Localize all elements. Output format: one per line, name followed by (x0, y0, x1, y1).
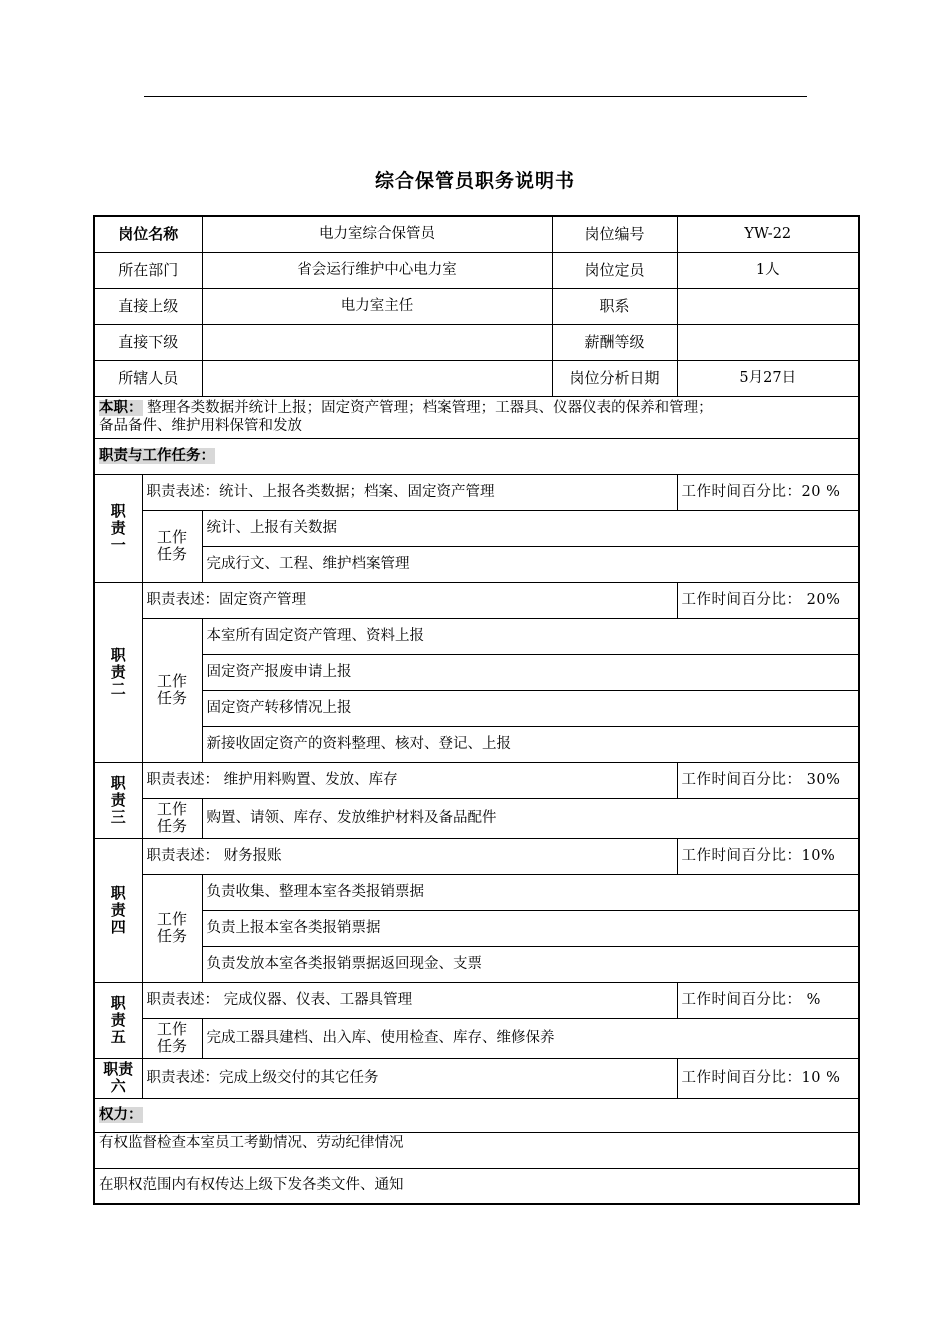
duty-4-desc: 职责表述： 财务报账 (142, 838, 677, 874)
label-subordinate: 直接下级 (94, 324, 202, 360)
duty-2-label: 职 责 二 (94, 582, 142, 762)
duty-2-task-row (94, 618, 859, 654)
duties-header: 职责与工作任务： (99, 447, 215, 464)
duty-2-desc: 职责表述：固定资产管理 (142, 582, 677, 618)
duty-6-pct: 工作时间百分比：10 % (677, 1058, 859, 1098)
value-post-code: YW-22 (677, 216, 859, 252)
info-row-department (94, 252, 859, 288)
benzhi-label: 本职： (99, 400, 143, 416)
label-staff: 所辖人员 (94, 360, 202, 396)
info-row-staff (94, 360, 859, 396)
duty-5-desc: 职责表述： 完成仪器、仪表、工器具管理 (142, 982, 677, 1018)
benzhi-text-2: 备品备件、维护用料保管和发放 (99, 418, 302, 434)
label-salary-grade: 薪酬等级 (552, 324, 677, 360)
value-job-family (677, 288, 859, 324)
duty-5-label: 职 责 五 (94, 982, 142, 1058)
duties-header-cell (94, 438, 859, 474)
duty-1-task-row (94, 546, 859, 582)
duty-4-task-2: 负责上报本室各类报销票据 (202, 910, 859, 946)
duty-3-label: 职 责 三 (94, 762, 142, 838)
duty-2-task-2: 固定资产报废申请上报 (202, 654, 859, 690)
label-post-code: 岗位编号 (552, 216, 677, 252)
duty-2-task-row (94, 690, 859, 726)
power-header-cell (94, 1098, 859, 1132)
header-rule (144, 96, 807, 97)
duty-4-task-1: 负责收集、整理本室各类报销票据 (202, 874, 859, 910)
duty-5-work-label: 工作 任务 (142, 1018, 202, 1058)
label-headcount: 岗位定员 (552, 252, 677, 288)
power-item-2: 在职权范围内有权传达上级下发各类文件、通知 (94, 1168, 859, 1204)
duty-2-task-row (94, 726, 859, 762)
value-staff (202, 360, 552, 396)
info-row-subordinate (94, 324, 859, 360)
duty-3-desc: 职责表述： 维护用料购置、发放、库存 (142, 762, 677, 798)
duty-1-task-2: 完成行文、工程、维护档案管理 (202, 546, 859, 582)
duty-5-desc-row (94, 982, 859, 1018)
duty-5-pct: 工作时间百分比： % (677, 982, 859, 1018)
power-item-row (94, 1168, 859, 1204)
info-row-post-name (94, 216, 859, 252)
duty-6-label: 职责 六 (94, 1058, 142, 1098)
document-title: 综合保管员职务说明书 (374, 170, 575, 192)
value-department: 省会运行维护中心电力室 (202, 252, 552, 288)
duty-2-work-label: 工作 任务 (142, 618, 202, 762)
benzhi-cell (94, 396, 859, 438)
label-job-family: 职系 (552, 288, 677, 324)
duty-2-desc-row (94, 582, 859, 618)
duty-1-desc: 职责表述：统计、上报各类数据；档案、固定资产管理 (142, 474, 677, 510)
value-salary-grade (677, 324, 859, 360)
value-analysis-date: 5月27日 (677, 360, 859, 396)
duty-3-task-row (94, 798, 859, 838)
duties-header-row (94, 438, 859, 474)
duty-3-desc-row (94, 762, 859, 798)
label-department: 所在部门 (94, 252, 202, 288)
duty-6-desc: 职责表述：完成上级交付的其它任务 (142, 1058, 677, 1098)
duty-5-task-row (94, 1018, 859, 1058)
duty-4-work-label: 工作 任务 (142, 874, 202, 982)
duty-1-work-label: 工作 任务 (142, 510, 202, 582)
duty-1-desc-row (94, 474, 859, 510)
duty-4-task-row (94, 874, 859, 910)
duty-2-task-4: 新接收固定资产的资料整理、核对、登记、上报 (202, 726, 859, 762)
duty-2-pct: 工作时间百分比： 20% (677, 582, 859, 618)
duty-4-pct: 工作时间百分比：10% (677, 838, 859, 874)
duty-2-task-3: 固定资产转移情况上报 (202, 690, 859, 726)
benzhi-row (94, 396, 859, 438)
duty-4-task-row (94, 910, 859, 946)
duty-2-task-row (94, 654, 859, 690)
duty-4-task-row (94, 946, 859, 982)
duty-1-task-row (94, 510, 859, 546)
label-superior: 直接上级 (94, 288, 202, 324)
power-label: 权力： (99, 1106, 143, 1123)
value-post-name: 电力室综合保管员 (202, 216, 552, 252)
label-analysis-date: 岗位分析日期 (552, 360, 677, 396)
duty-3-work-label: 工作 任务 (142, 798, 202, 838)
duty-5-task-1: 完成工器具建档、出入库、使用检查、库存、维修保养 (202, 1018, 859, 1058)
job-description-table (93, 215, 860, 1205)
duty-3-pct: 工作时间百分比： 30% (677, 762, 859, 798)
duty-4-task-3: 负责发放本室各类报销票据返回现金、支票 (202, 946, 859, 982)
value-headcount: 1人 (677, 252, 859, 288)
duty-4-label: 职 责 四 (94, 838, 142, 982)
duty-6-desc-row (94, 1058, 859, 1098)
value-superior: 电力室主任 (202, 288, 552, 324)
info-row-superior (94, 288, 859, 324)
label-post-name: 岗位名称 (94, 216, 202, 252)
duty-1-label: 职 责 一 (94, 474, 142, 582)
power-header-row (94, 1098, 859, 1132)
duty-1-pct: 工作时间百分比：20 % (677, 474, 859, 510)
duty-4-desc-row (94, 838, 859, 874)
duty-3-task-1: 购置、请领、库存、发放维护材料及备品配件 (202, 798, 859, 838)
duty-1-task-1: 统计、上报有关数据 (202, 510, 859, 546)
value-subordinate (202, 324, 552, 360)
power-item-row (94, 1132, 859, 1168)
duty-2-task-1: 本室所有固定资产管理、资料上报 (202, 618, 859, 654)
power-item-1: 有权监督检查本室员工考勤情况、劳动纪律情况 (94, 1132, 859, 1168)
benzhi-text-1: 整理各类数据并统计上报；固定资产管理；档案管理；工器具、仪器仪表的保养和管理； (147, 400, 713, 416)
